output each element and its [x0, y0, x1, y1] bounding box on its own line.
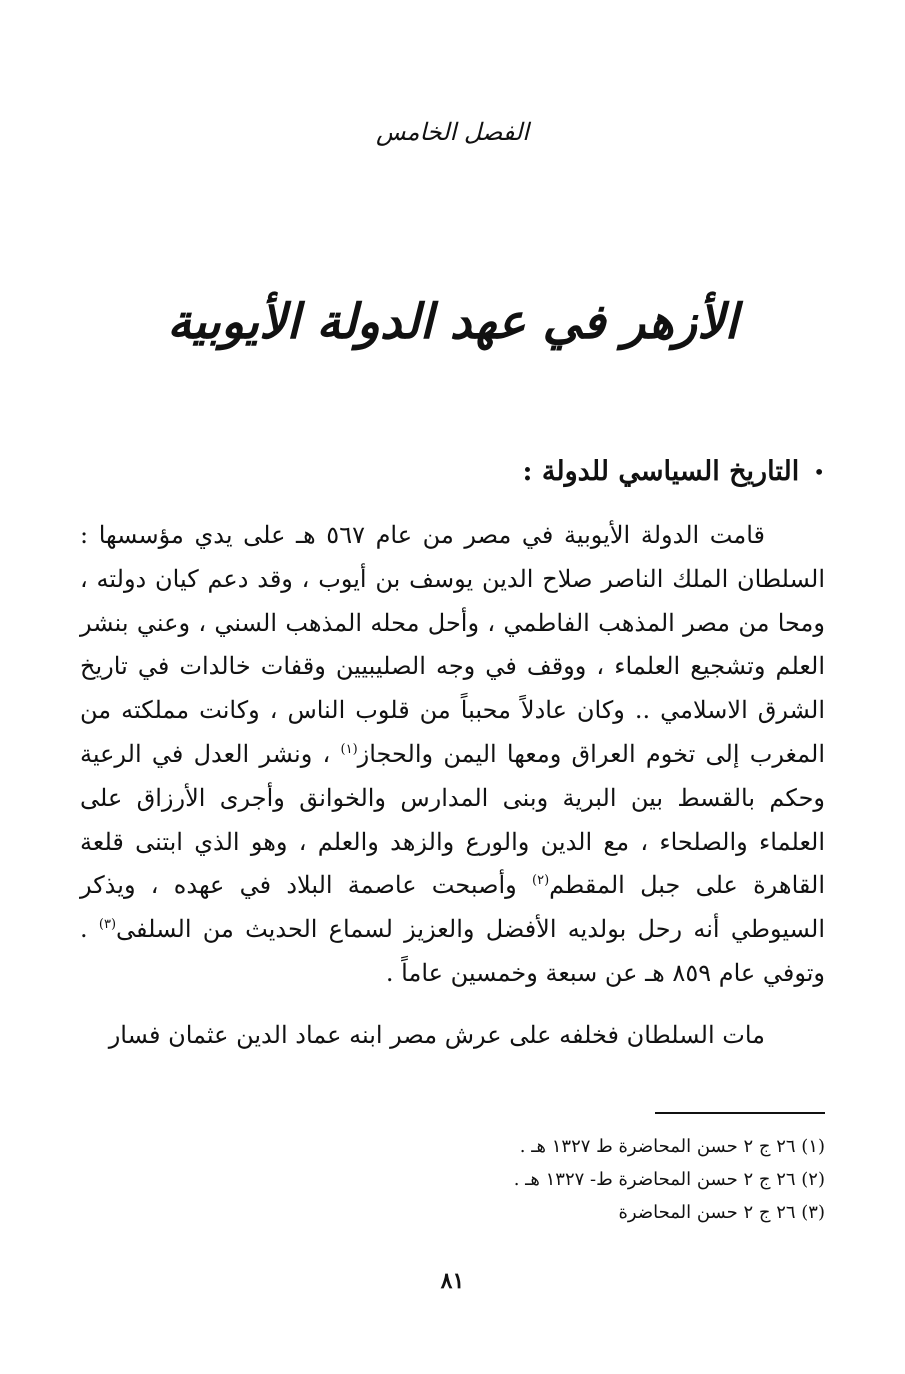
paragraph-1-part-3: وأصبحت عاصمة البلاد في عهده ، ويذكر السيوطي أنه رحل بولديه الأفضل والعزيز لسماع الحديث من السلفى [80, 871, 825, 944]
paragraph-1-part-1: قامت الدولة الأيوبية في مصر من عام ٥٦٧ هـ على يدي مؤسسها : السلطان الملك الناصر صلاح الدين يوسف بن أيوب ، وقد دعم كيان دولته ، ومحا من مصر المذهب الفاطمي ، وأحل محله المذهب السني ، وعني بنشر العلم وتشجيع العلماء ، ووقف في وجه الصليبيين وقفات خالدات في تاريخ الشرق الاسلامي .. وكان عادلاً محبباً من قلوب الناس ، وكانت مملكته من المغرب إلى تخوم العراق ومعها اليمن والحجاز [80, 521, 825, 768]
chapter-label: الفصل الخامس [376, 118, 529, 146]
paragraph-1-part-4: . وتوفي عام ٨٥٩ هـ عن سبعة وخمسين عاماً . [80, 915, 825, 987]
footnote-ref-2: (٢) [532, 873, 550, 889]
footnote-3: (٣) ٢٦ ج ٢ حسن المحاضرة [618, 1202, 825, 1223]
section-heading-text: التاريخ السياسي للدولة : [522, 456, 800, 487]
paragraph-1 [80, 514, 825, 996]
chapter-title: الأزهر في عهد الدولة الأيوبية [167, 294, 738, 350]
body-text [80, 514, 825, 1058]
section-heading [523, 456, 825, 487]
paragraph-1-part-2: ، ونشر العدل في الرعية وحكم بالقسط بين البرية وبنى المدارس والخوانق وأجرى الأرزاق على العلماء والصلحاء ، مع الدين والورع والزهد والعلم ، وهو الذي ابتنى قلعة القاهرة على جبل المقطم [80, 739, 825, 900]
footnote-ref-3: (٣) [98, 917, 117, 933]
paragraph-2: مات السلطان فخلفه على عرش مصر ابنه عماد الدين عثمان فسار [108, 1020, 765, 1049]
footnote-ref-1: (١) [340, 741, 358, 757]
bullet-icon: • [813, 459, 825, 484]
footnotes [325, 1130, 825, 1229]
footnote-1: (١) ٢٦ ج ٢ حسن المحاضرة ط ١٣٢٧ هـ . [519, 1136, 825, 1157]
page-number: ٨١ [440, 1268, 465, 1294]
footnote-divider [655, 1112, 825, 1114]
footnote-2: (٢) ٢٦ ج ٢ حسن المحاضرة ط- ١٣٢٧ هـ . [513, 1169, 825, 1190]
